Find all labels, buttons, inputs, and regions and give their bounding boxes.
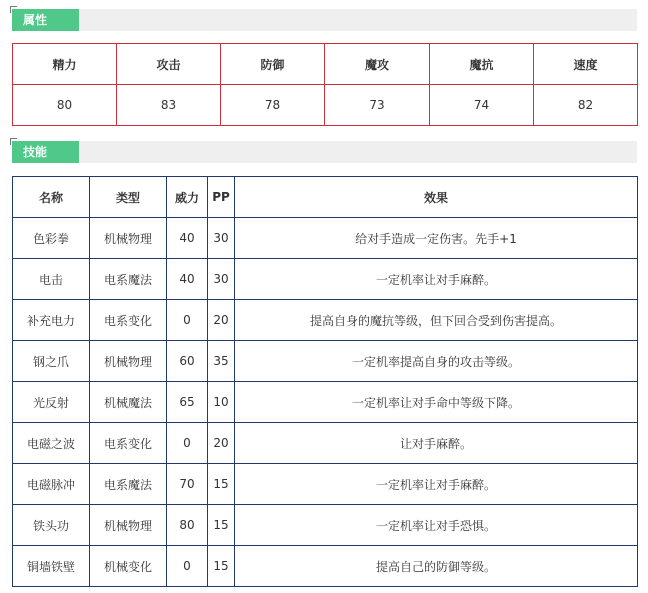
skill-type: 机械物理	[90, 218, 167, 259]
skill-name: 电磁脉冲	[13, 464, 90, 505]
skill-name: 电击	[13, 259, 90, 300]
skill-pp: 35	[208, 341, 235, 382]
skill-pp: 15	[208, 546, 235, 587]
attr-value-sp-defense: 74	[430, 85, 534, 126]
skill-effect: 给对手造成一定伤害。先手+1	[235, 218, 638, 259]
skills-section-title: 技能	[12, 141, 79, 163]
table-row	[13, 218, 638, 259]
skill-power: 80	[167, 505, 208, 546]
skill-pp: 15	[208, 464, 235, 505]
skill-name: 色彩拳	[13, 218, 90, 259]
skill-type: 电系魔法	[90, 259, 167, 300]
skill-name: 光反射	[13, 382, 90, 423]
skill-pp: 20	[208, 423, 235, 464]
skill-effect: 提高自己的防御等级。	[235, 546, 638, 587]
skill-name: 补充电力	[13, 300, 90, 341]
skills-table-body	[13, 218, 638, 587]
attr-value-attack: 83	[117, 85, 221, 126]
skill-name: 铜墙铁壁	[13, 546, 90, 587]
skill-effect: 一定机率让对手恐惧。	[235, 505, 638, 546]
skill-power: 0	[167, 423, 208, 464]
skill-type: 电系变化	[90, 300, 167, 341]
attributes-section-title: 属性	[12, 9, 79, 31]
attributes-table	[12, 43, 638, 126]
skills-table	[12, 176, 638, 587]
skill-power: 40	[167, 259, 208, 300]
skill-effect: 提高自身的魔抗等级，但下回合受到伤害提高。	[235, 300, 638, 341]
attr-header-sp-attack: 魔攻	[325, 44, 430, 85]
skills-section-bar	[12, 141, 637, 163]
skill-power: 0	[167, 546, 208, 587]
skill-pp: 30	[208, 259, 235, 300]
skill-pp: 15	[208, 505, 235, 546]
attr-value-sp-attack: 73	[325, 85, 430, 126]
table-row	[13, 546, 638, 587]
attr-value-hp: 80	[13, 85, 117, 126]
skill-pp: 10	[208, 382, 235, 423]
skill-power: 70	[167, 464, 208, 505]
skill-effect: 让对手麻醉。	[235, 423, 638, 464]
skill-power: 60	[167, 341, 208, 382]
skill-header-type: 类型	[90, 177, 167, 218]
skill-power: 40	[167, 218, 208, 259]
skill-effect: 一定机率让对手麻醉。	[235, 259, 638, 300]
table-row	[13, 505, 638, 546]
skill-type: 机械物理	[90, 505, 167, 546]
table-row	[13, 300, 638, 341]
skill-header-power: 威力	[167, 177, 208, 218]
table-row	[13, 382, 638, 423]
skill-type: 电系魔法	[90, 464, 167, 505]
skill-effect: 一定机率提高自身的攻击等级。	[235, 341, 638, 382]
skill-type: 机械变化	[90, 546, 167, 587]
skill-type: 机械物理	[90, 341, 167, 382]
attributes-value-row	[13, 85, 638, 126]
attr-header-speed: 速度	[534, 44, 638, 85]
skill-effect: 一定机率让对手麻醉。	[235, 464, 638, 505]
skill-type: 机械魔法	[90, 382, 167, 423]
attr-header-defense: 防御	[221, 44, 325, 85]
table-row	[13, 341, 638, 382]
skills-header-row	[13, 177, 638, 218]
skill-header-pp: PP	[208, 177, 235, 218]
skill-effect: 一定机率让对手命中等级下降。	[235, 382, 638, 423]
skill-name: 钢之爪	[13, 341, 90, 382]
table-row	[13, 259, 638, 300]
skill-pp: 20	[208, 300, 235, 341]
attr-header-sp-defense: 魔抗	[430, 44, 534, 85]
table-row	[13, 423, 638, 464]
skill-type: 电系变化	[90, 423, 167, 464]
skill-pp: 30	[208, 218, 235, 259]
skill-header-name: 名称	[13, 177, 90, 218]
skill-name: 电磁之波	[13, 423, 90, 464]
attr-value-defense: 78	[221, 85, 325, 126]
attr-value-speed: 82	[534, 85, 638, 126]
skill-name: 铁头功	[13, 505, 90, 546]
attributes-header-row	[13, 44, 638, 85]
skill-power: 0	[167, 300, 208, 341]
table-row	[13, 464, 638, 505]
attributes-section-bar	[12, 9, 637, 31]
attr-header-hp: 精力	[13, 44, 117, 85]
skill-header-effect: 效果	[235, 177, 638, 218]
skill-power: 65	[167, 382, 208, 423]
attr-header-attack: 攻击	[117, 44, 221, 85]
